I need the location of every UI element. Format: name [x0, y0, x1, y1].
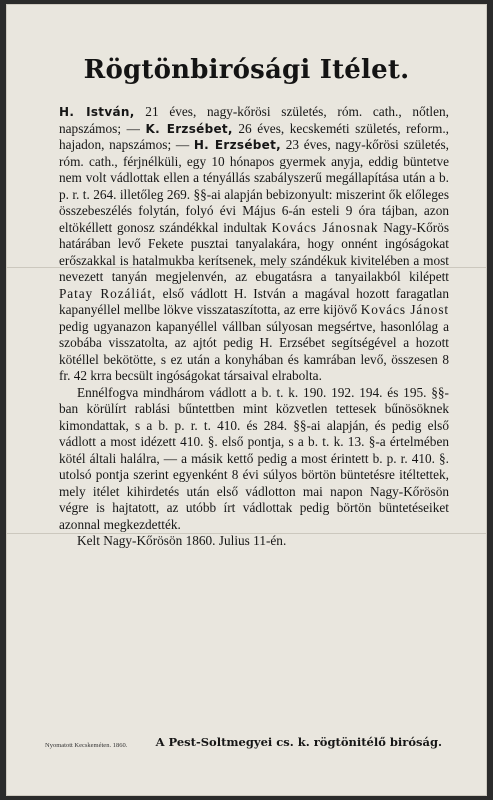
verdict-paragraph-sentence: Ennélfogva mindhárom vádlott a b. t. k. 190. 192. 194. és 195. §§-ban körülírt rablási bűntettben mint közvetlen tettesek bűnösöknek kimondattak, s a b. p. r. t. 410. és 284. §§-ai alapján, és pedig első vádlott a most idézett 410. §. első pontja, s a b. t. k. 13. §-a értelmében kötél általi halálra, — a másik kettő pedig a most érintett b. p. r. 410. §. utolsó pontja szerint egyenként 8 évi súlyos börtön büntetésre itéltettek, mely itélet kihirdetés után első vádlotton mai napon Nagy-Kőrösön végre is hajtatott, az utóbb írt vádlottak pedig börtön büntetéseiket azonnal megkezdették. — [59, 384, 449, 532]
verdict-paragraph-facts — [59, 104, 449, 385]
date-line: Kelt Nagy-Kőrösön 1860. Julius 11-én. — [77, 533, 287, 548]
verdict-text: 23 éves, nagy-kőrösi születés, róm. cath., férjnélküli, egy 10 hónapos gyermek anyja, eddig büntetve nem volt vádlottak ellen a tényállás szabályszerű megállapítása után a b. p. r. t. 264. illetőleg 269. §§-ai alapján bebizonyult: miszerint ők előleges összebeszélés folytán, folyó évi Május 6-án esteli 9 óra tájban, azon eltökéllett gonosz szándékkal indultak — [59, 137, 449, 235]
defendant-name: K. Erzsébet, — [145, 121, 233, 136]
printer-note: Nyomatott Kecskeméten. 1860. — [45, 742, 128, 749]
defendant-name: H. István, — [59, 105, 135, 119]
victim-name: Kovács Jánosnak — [271, 219, 379, 235]
poster-sheet — [6, 4, 487, 796]
verdict-text: pedig ugyanazon kapanyéllel vállban súlyosan megsértve, hasonlólag a szobába visszatolta, az ajtót pedig H. Erzsébet segítségével a hozott kötéllel bekötötte, s ez után a konyhában és kamrában levő, összesen 8 fr. 42 krra becsült ingóságokat társaival elrabolta. — [59, 318, 449, 383]
victim-name: Patay Rozáliát, — [59, 285, 157, 301]
defendant-name: H. Erzsébet, — [193, 138, 282, 152]
verdict-text: Nagy-Kőrös határában levő Fekete pusztai tanyalakára, hogy onnént ingóságokat erőszakkal is hatalmukba kerítsenek, mely szándékuk kivitelében a most nevezett tanyán megjelenvén, az ebugatásra a tanyailakból kilépett — [59, 219, 449, 284]
court-signature: A Pest-Soltmegyei cs. k. rögtönitélő biróság. — [155, 735, 442, 749]
document-title: Rögtönbirósági Itélet. — [83, 55, 410, 85]
victim-name: Kovács Jánost — [360, 302, 449, 317]
verdict-text: 26 éves, kecskeméti születés, reform., hajadon, napszámos; — — [59, 120, 449, 152]
verdict-text: első vádlott H. István a magával hozott faragatlan kapanyéllel mellbe lökve visszataszította, az erre kijövő — [59, 285, 449, 317]
verdict-text: 21 éves, nagy-kőrösi születés, róm. cath., nőtlen, napszámos; — — [59, 104, 449, 136]
verdict-body — [59, 104, 449, 550]
